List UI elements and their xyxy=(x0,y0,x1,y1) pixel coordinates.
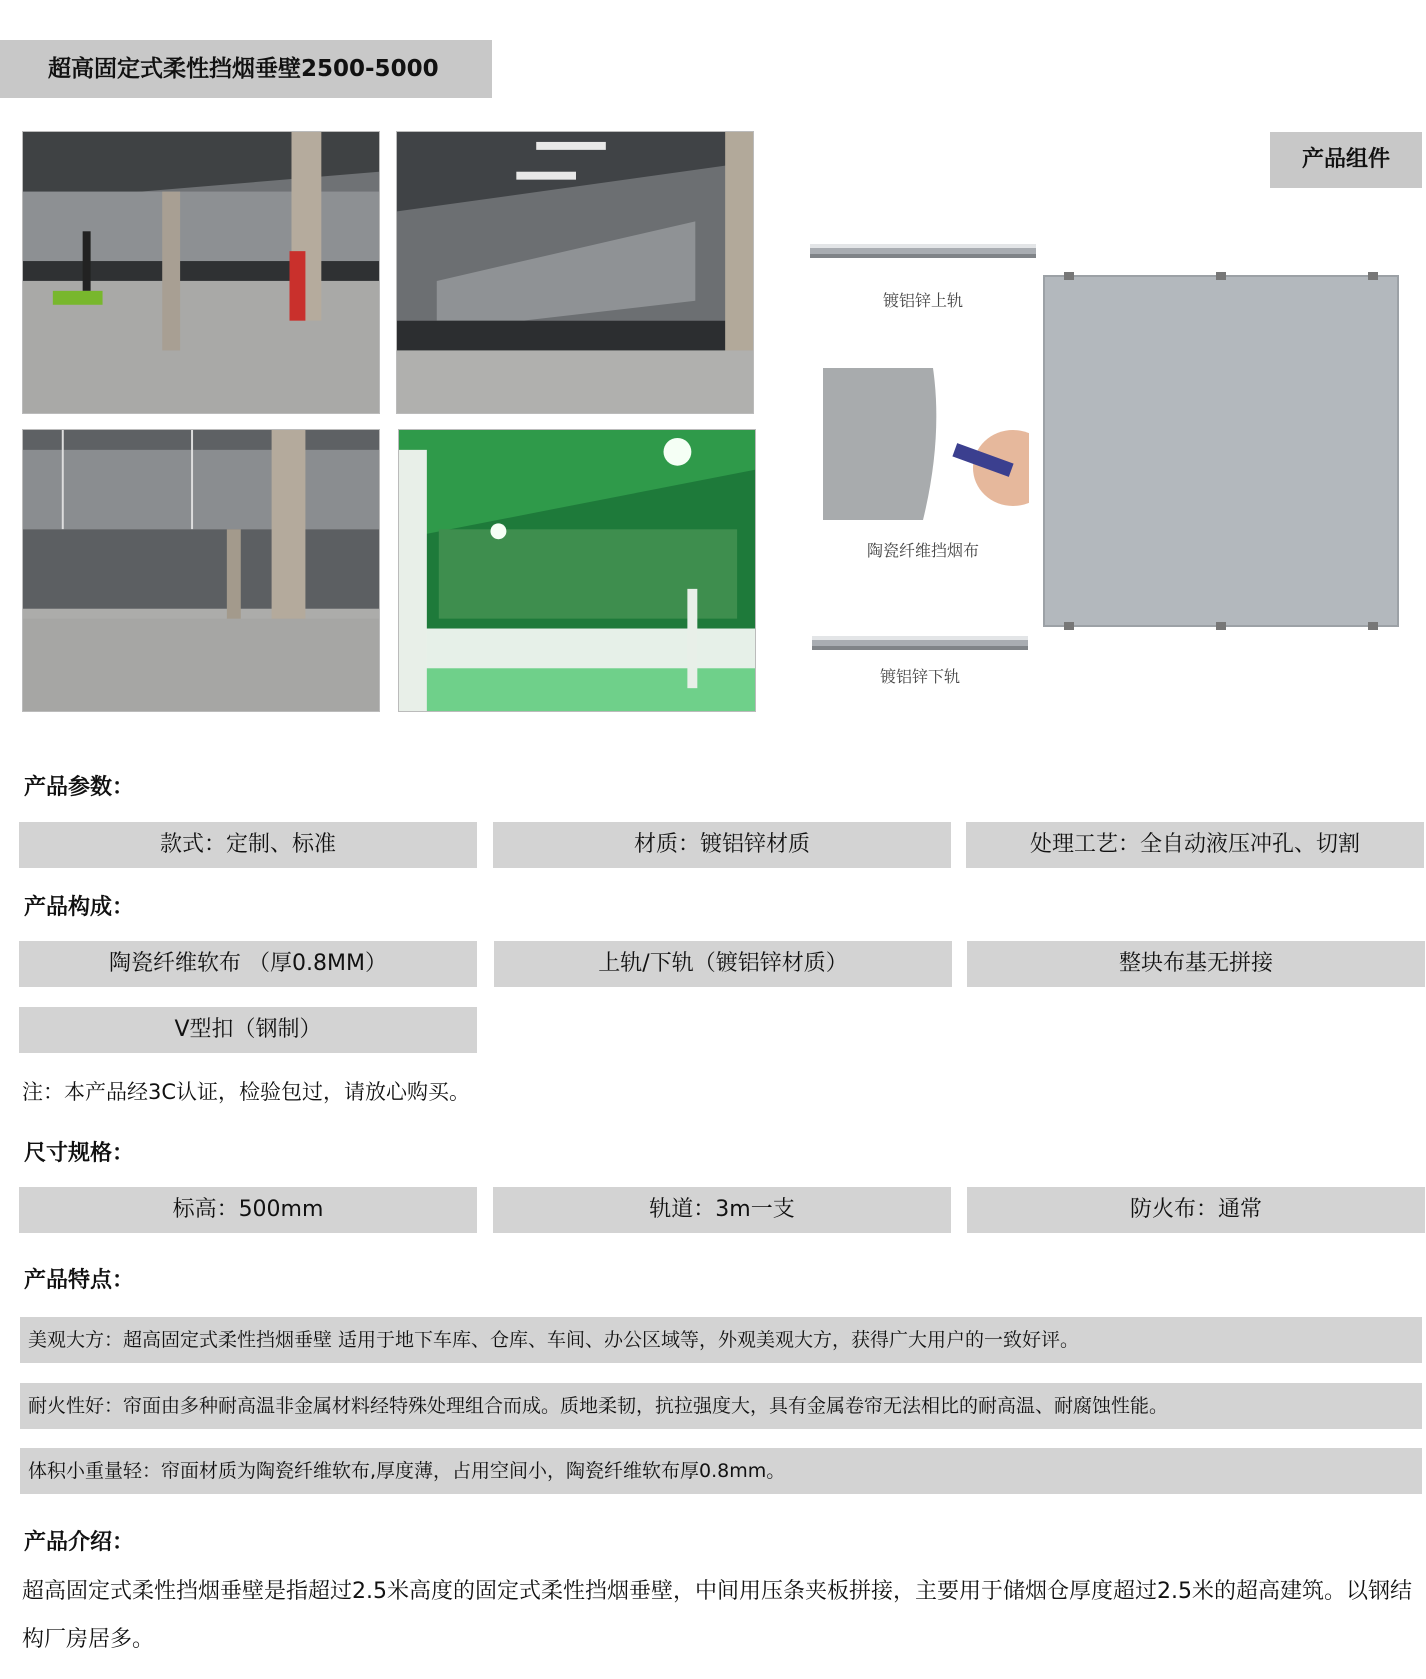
upper-rail-caption: 镀铝锌上轨 xyxy=(882,291,963,310)
size-fire-cloth: 防火布：通常 xyxy=(967,1187,1425,1233)
size-heading: 尺寸规格： xyxy=(24,1141,135,1166)
features-heading: 产品特点： xyxy=(24,1268,135,1293)
cloth-sample-image xyxy=(823,368,1029,520)
cloth-caption: 陶瓷纤维挡烟布 xyxy=(866,541,979,560)
feature-appearance: 美观大方：超高固定式柔性挡烟垂壁 适用于地下车库、仓库、车间、办公区域等，外观美观大方，获得广大用户的一致好评。 xyxy=(20,1317,1422,1363)
certification-note: 注：本产品经3C认证，检验包过，请放心购买。 xyxy=(22,1080,471,1104)
photo-warehouse-2 xyxy=(396,131,754,414)
photo-warehouse-1 xyxy=(22,131,380,414)
composition-cloth: 陶瓷纤维软布 （厚0.8MM） xyxy=(19,941,477,987)
composition-heading: 产品构成： xyxy=(24,895,135,920)
photo-warehouse-3 xyxy=(22,429,380,712)
feature-lightweight: 体积小重量轻：帘面材质为陶瓷纤维软布,厚度薄，占用空间小，陶瓷纤维软布厚0.8mm。 xyxy=(20,1448,1422,1494)
lower-rail-caption: 镀铝锌下轨 xyxy=(879,667,960,686)
feature-fire-resistance: 耐火性好：帘面由多种耐高温非金属材料经特殊处理组合而成。质地柔韧，抗拉强度大，具有金属卷帘无法相比的耐高温、耐腐蚀性能。 xyxy=(20,1383,1422,1429)
intro-text: 超高固定式柔性挡烟垂壁是指超过2.5米高度的固定式柔性挡烟垂壁，中间用压条夹板拼接，主要用于储烟仓厚度超过2.5米的超高建筑。以钢结构厂房居多。 xyxy=(22,1579,1412,1652)
intro-heading: 产品介绍： xyxy=(24,1530,135,1555)
params-heading: 产品参数： xyxy=(24,775,135,800)
upper-rail-image xyxy=(810,240,1036,262)
size-track: 轨道：3m一支 xyxy=(493,1187,951,1233)
param-process: 处理工艺：全自动液压冲孔、切割 xyxy=(966,822,1424,868)
page-title: 超高固定式柔性挡烟垂壁2500-5000 xyxy=(0,40,492,98)
composition-no-splice: 整块布基无拼接 xyxy=(967,941,1425,987)
composition-rails: 上轨/下轨（镀铝锌材质） xyxy=(494,941,952,987)
lower-rail-image xyxy=(812,632,1028,654)
photo-warehouse-4 xyxy=(398,429,756,712)
composition-v-clip: V型扣（钢制） xyxy=(19,1007,477,1053)
components-tag: 产品组件 xyxy=(1270,132,1422,188)
size-elevation: 标高：500mm xyxy=(19,1187,477,1233)
param-style: 款式：定制、标准 xyxy=(19,822,477,868)
smoke-curtain-panel-image xyxy=(1042,272,1400,630)
param-material: 材质：镀铝锌材质 xyxy=(493,822,951,868)
